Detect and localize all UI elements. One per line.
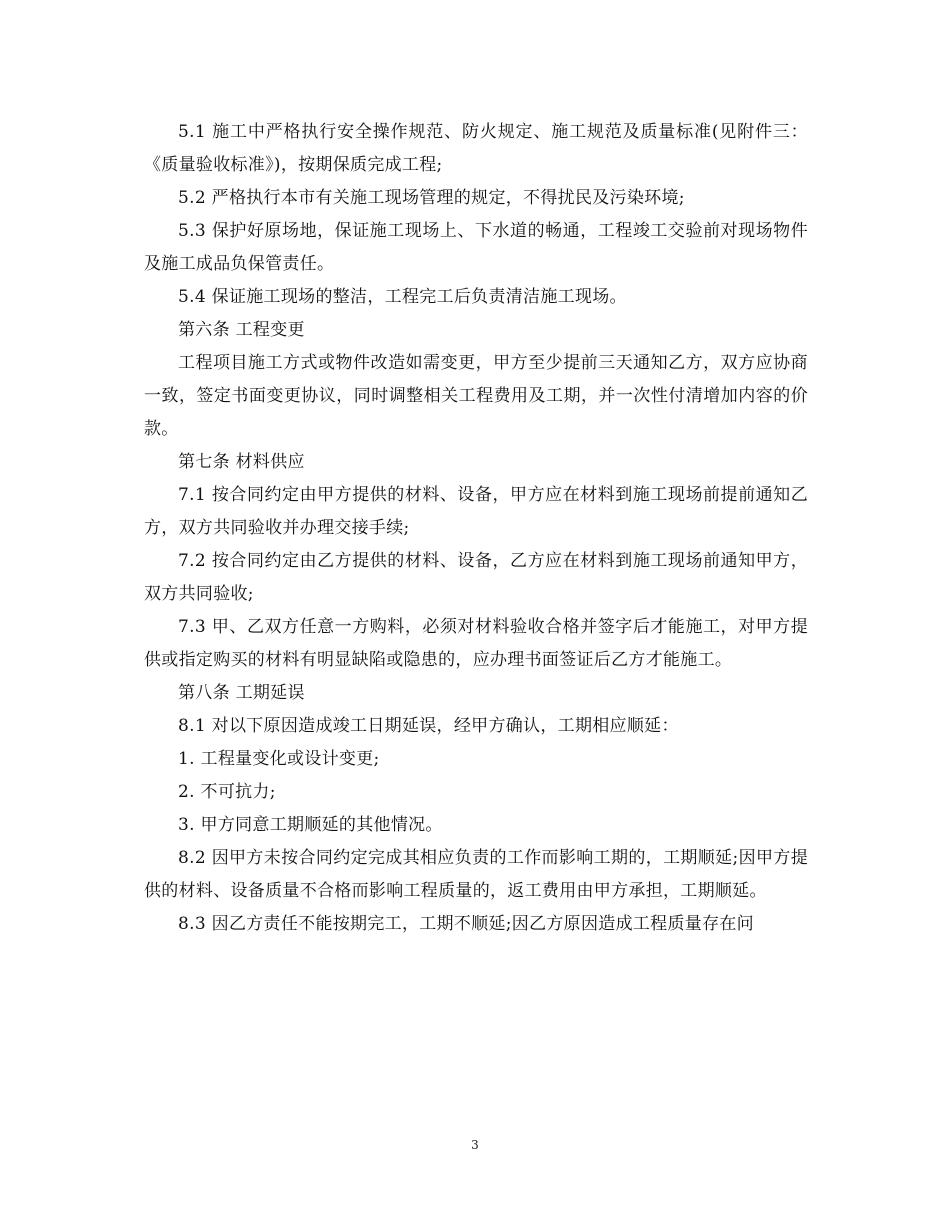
clause-7-2: 7.2 按合同约定由乙方提供的材料、设备，乙方应在材料到施工现场前通知甲方，双方共同验收; xyxy=(144,551,808,604)
clause-5-4: 5.4 保证施工现场的整洁，工程完工后负责清洁施工现场。 xyxy=(178,287,627,307)
clause-8-1: 8.1 对以下原因造成竣工日期延误，经甲方确认，工期相应顺延： xyxy=(178,716,679,736)
list-item-2: 2. 不可抗力; xyxy=(178,782,276,802)
clause-7-3: 7.3 甲、乙双方任意一方购料，必须对材料验收合格并签字后才能施工，对甲方提供或指定购买的材料有明显缺陷或隐患的，应办理书面签证后乙方才能施工。 xyxy=(144,617,808,670)
article-6-body: 工程项目施工方式或物件改造如需变更，甲方至少提前三天通知乙方，双方应协商一致，签定书面变更协议，同时调整相关工程费用及工期，并一次性付清增加内容的价款。 xyxy=(144,353,808,439)
list-item-1: 1. 工程量变化或设计变更; xyxy=(178,749,380,769)
page-number: 3 xyxy=(471,1138,479,1152)
clause-8-3: 8.3 因乙方责任不能按期完工，工期不顺延;因乙方原因造成工程质量存在问 xyxy=(178,914,754,934)
article-6-heading: 第六条 工程变更 xyxy=(178,320,305,340)
article-7-heading: 第七条 材料供应 xyxy=(178,452,305,472)
clause-7-1: 7.1 按合同约定由甲方提供的材料、设备，甲方应在材料到施工现场前提前通知乙方，双方共同验收并办理交接手续; xyxy=(144,485,808,538)
clause-5-2: 5.2 严格执行本市有关施工现场管理的规定，不得扰民及污染环境; xyxy=(178,188,685,208)
clause-8-2: 8.2 因甲方未按合同约定完成其相应负责的工作而影响工期的，工期顺延;因甲方提供的材料、设备质量不合格而影响工程质量的，返工费用由甲方承担，工期顺延。 xyxy=(144,848,808,901)
list-item-3: 3. 甲方同意工期顺延的其他情况。 xyxy=(178,815,443,835)
article-8-heading: 第八条 工期延误 xyxy=(178,683,305,703)
document-body xyxy=(144,116,808,941)
clause-5-3: 5.3 保护好原场地，保证施工现场上、下水道的畅通，工程竣工交验前对现场物件及施工成品负保管责任。 xyxy=(144,221,808,274)
clause-5-1: 5.1 施工中严格执行安全操作规范、防火规定、施工规范及质量标准(见附件三：《质量验收标准》)，按期保质完成工程; xyxy=(144,122,808,175)
